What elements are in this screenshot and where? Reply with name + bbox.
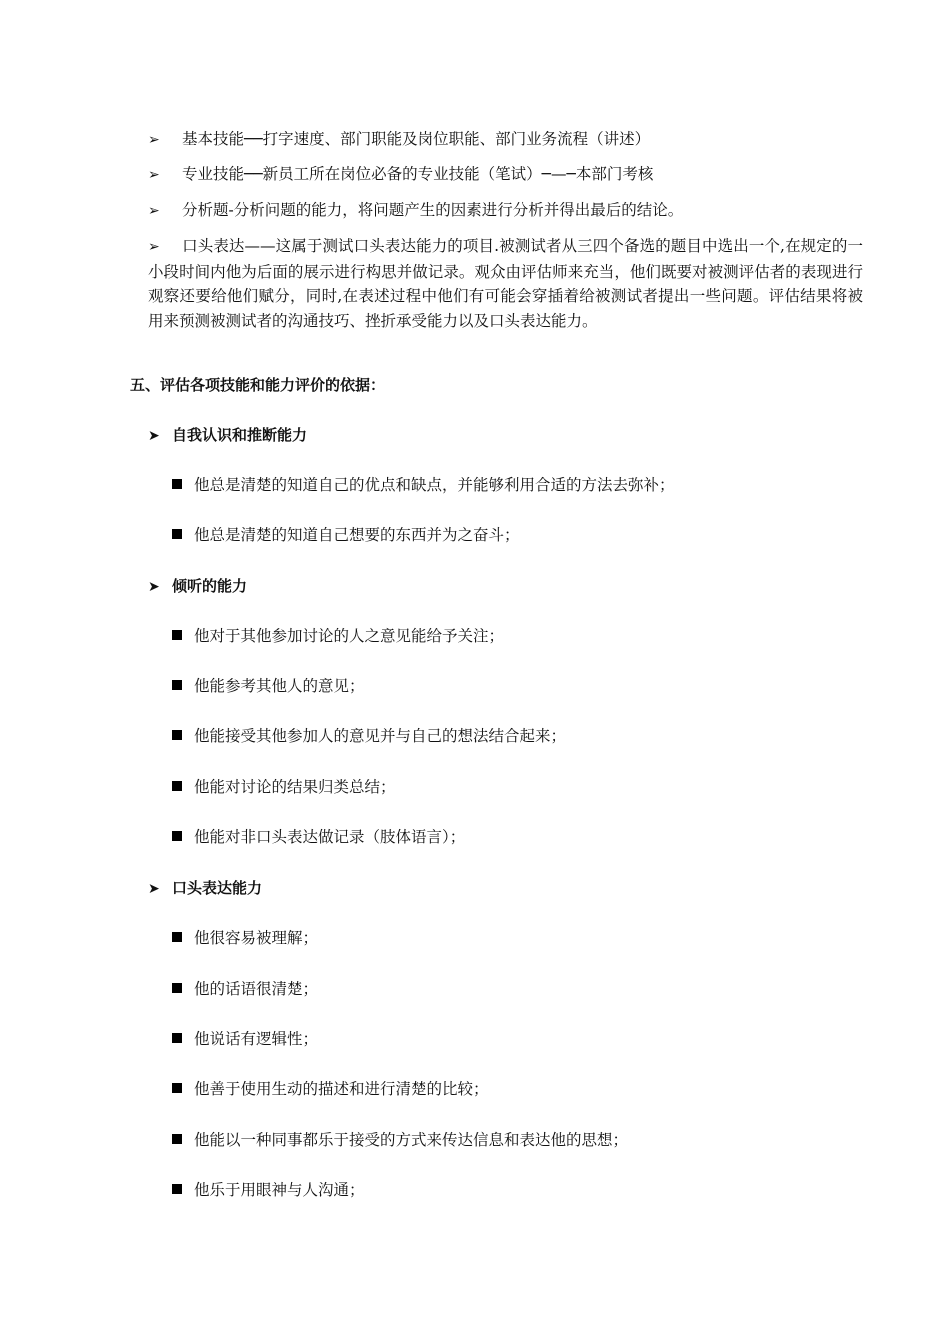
- list-item: [172, 724, 566, 748]
- square-bullet-icon: [172, 1134, 182, 1144]
- list-item-text: 他能对非口头表达做记录（肢体语言）；: [194, 828, 466, 846]
- subsection-heading: [148, 423, 307, 448]
- arrow-bullet-icon: ➤: [148, 579, 160, 595]
- list-item: [172, 825, 465, 849]
- list-item-text: 他善于使用生动的描述和进行清楚的比较；: [194, 1080, 489, 1098]
- list-item: [172, 1178, 365, 1202]
- list-item-text: 他能以一种同事都乐于接受的方式来传达信息和表达他的思想；: [194, 1131, 629, 1149]
- square-bullet-icon: [172, 730, 182, 740]
- square-bullet-icon: [172, 983, 182, 993]
- subsection-title: 口头表达能力: [172, 879, 263, 897]
- list-item-text: 他乐于用眼神与人沟通；: [194, 1181, 365, 1199]
- list-item: [172, 674, 365, 698]
- list-item: [172, 1128, 628, 1152]
- square-bullet-icon: [172, 529, 182, 539]
- list-item-text: 他说话有逻辑性；: [194, 1030, 319, 1048]
- arrow-bullet-icon: ➢: [148, 239, 160, 255]
- list-item: [172, 473, 675, 497]
- subsection-title: 倾听的能力: [172, 577, 248, 595]
- list-item-text: 分析题-分析问题的能力，将问题产生的因素进行分析并得出最后的结论。: [182, 201, 684, 219]
- arrow-bullet-icon: ➢: [148, 203, 160, 219]
- list-item-text: 他对于其他参加讨论的人之意见能给予关注；: [194, 627, 505, 645]
- list-item-text: 专业技能──新员工所在岗位必备的专业技能（笔试）─—─本部门考核: [182, 165, 654, 183]
- list-item: [172, 624, 504, 648]
- list-item: [172, 926, 318, 950]
- list-item-text: 他能参考其他人的意见；: [194, 677, 365, 695]
- list-item: [148, 162, 863, 187]
- list-item: [172, 1027, 318, 1051]
- arrow-bullet-icon: ➢: [148, 132, 160, 148]
- list-item: [148, 127, 863, 152]
- square-bullet-icon: [172, 680, 182, 690]
- square-bullet-icon: [172, 932, 182, 942]
- square-bullet-icon: [172, 1083, 182, 1093]
- arrow-bullet-icon: ➢: [148, 167, 160, 183]
- subsection-heading: [148, 876, 262, 901]
- list-item: [148, 198, 863, 223]
- list-item-text: 他能接受其他参加人的意见并与自己的想法结合起来；: [194, 727, 567, 745]
- list-item: [172, 523, 520, 547]
- list-item-text: 他很容易被理解；: [194, 929, 319, 947]
- square-bullet-icon: [172, 831, 182, 841]
- square-bullet-icon: [172, 1184, 182, 1194]
- list-item: [172, 775, 396, 799]
- list-item: [172, 977, 318, 1001]
- list-item: [172, 1077, 489, 1101]
- square-bullet-icon: [172, 630, 182, 640]
- list-item-text: 基本技能──打字速度、部门职能及岗位职能、部门业务流程（讲述）: [182, 130, 651, 148]
- square-bullet-icon: [172, 479, 182, 489]
- list-item-text: 他的话语很清楚；: [194, 980, 319, 998]
- subsection-heading: [148, 574, 247, 599]
- list-item-text: 他能对讨论的结果归类总结；: [194, 778, 396, 796]
- arrow-bullet-icon: ➤: [148, 881, 160, 897]
- square-bullet-icon: [172, 781, 182, 791]
- subsection-title: 自我认识和推断能力: [172, 426, 308, 444]
- oral-expression-paragraph: [148, 234, 863, 333]
- square-bullet-icon: [172, 1033, 182, 1043]
- arrow-bullet-icon: ➤: [148, 428, 160, 444]
- list-item-text: 他总是清楚的知道自己想要的东西并为之奋斗；: [194, 526, 520, 544]
- paragraph-text: 口头表达——这属于测试口头表达能力的项目.被测试者从三四个备选的题目中选出一个,在规定的一小段时间内他为后面的展示进行构思并做记录。观众由评估师来充当，他们既要对被测评估者的表现进行观察还要给他们赋分，同时,在表述过程中他们有可能会穿插着给被测试者提出一些问题。评估结果将被用来预测被测试者的沟通技巧、挫折承受能力以及口头表达能力。: [148, 237, 863, 330]
- list-item-text: 他总是清楚的知道自己的优点和缺点，并能够利用合适的方法去弥补；: [194, 476, 675, 494]
- section-heading: 五、评估各项技能和能力评价的依据：: [130, 376, 386, 394]
